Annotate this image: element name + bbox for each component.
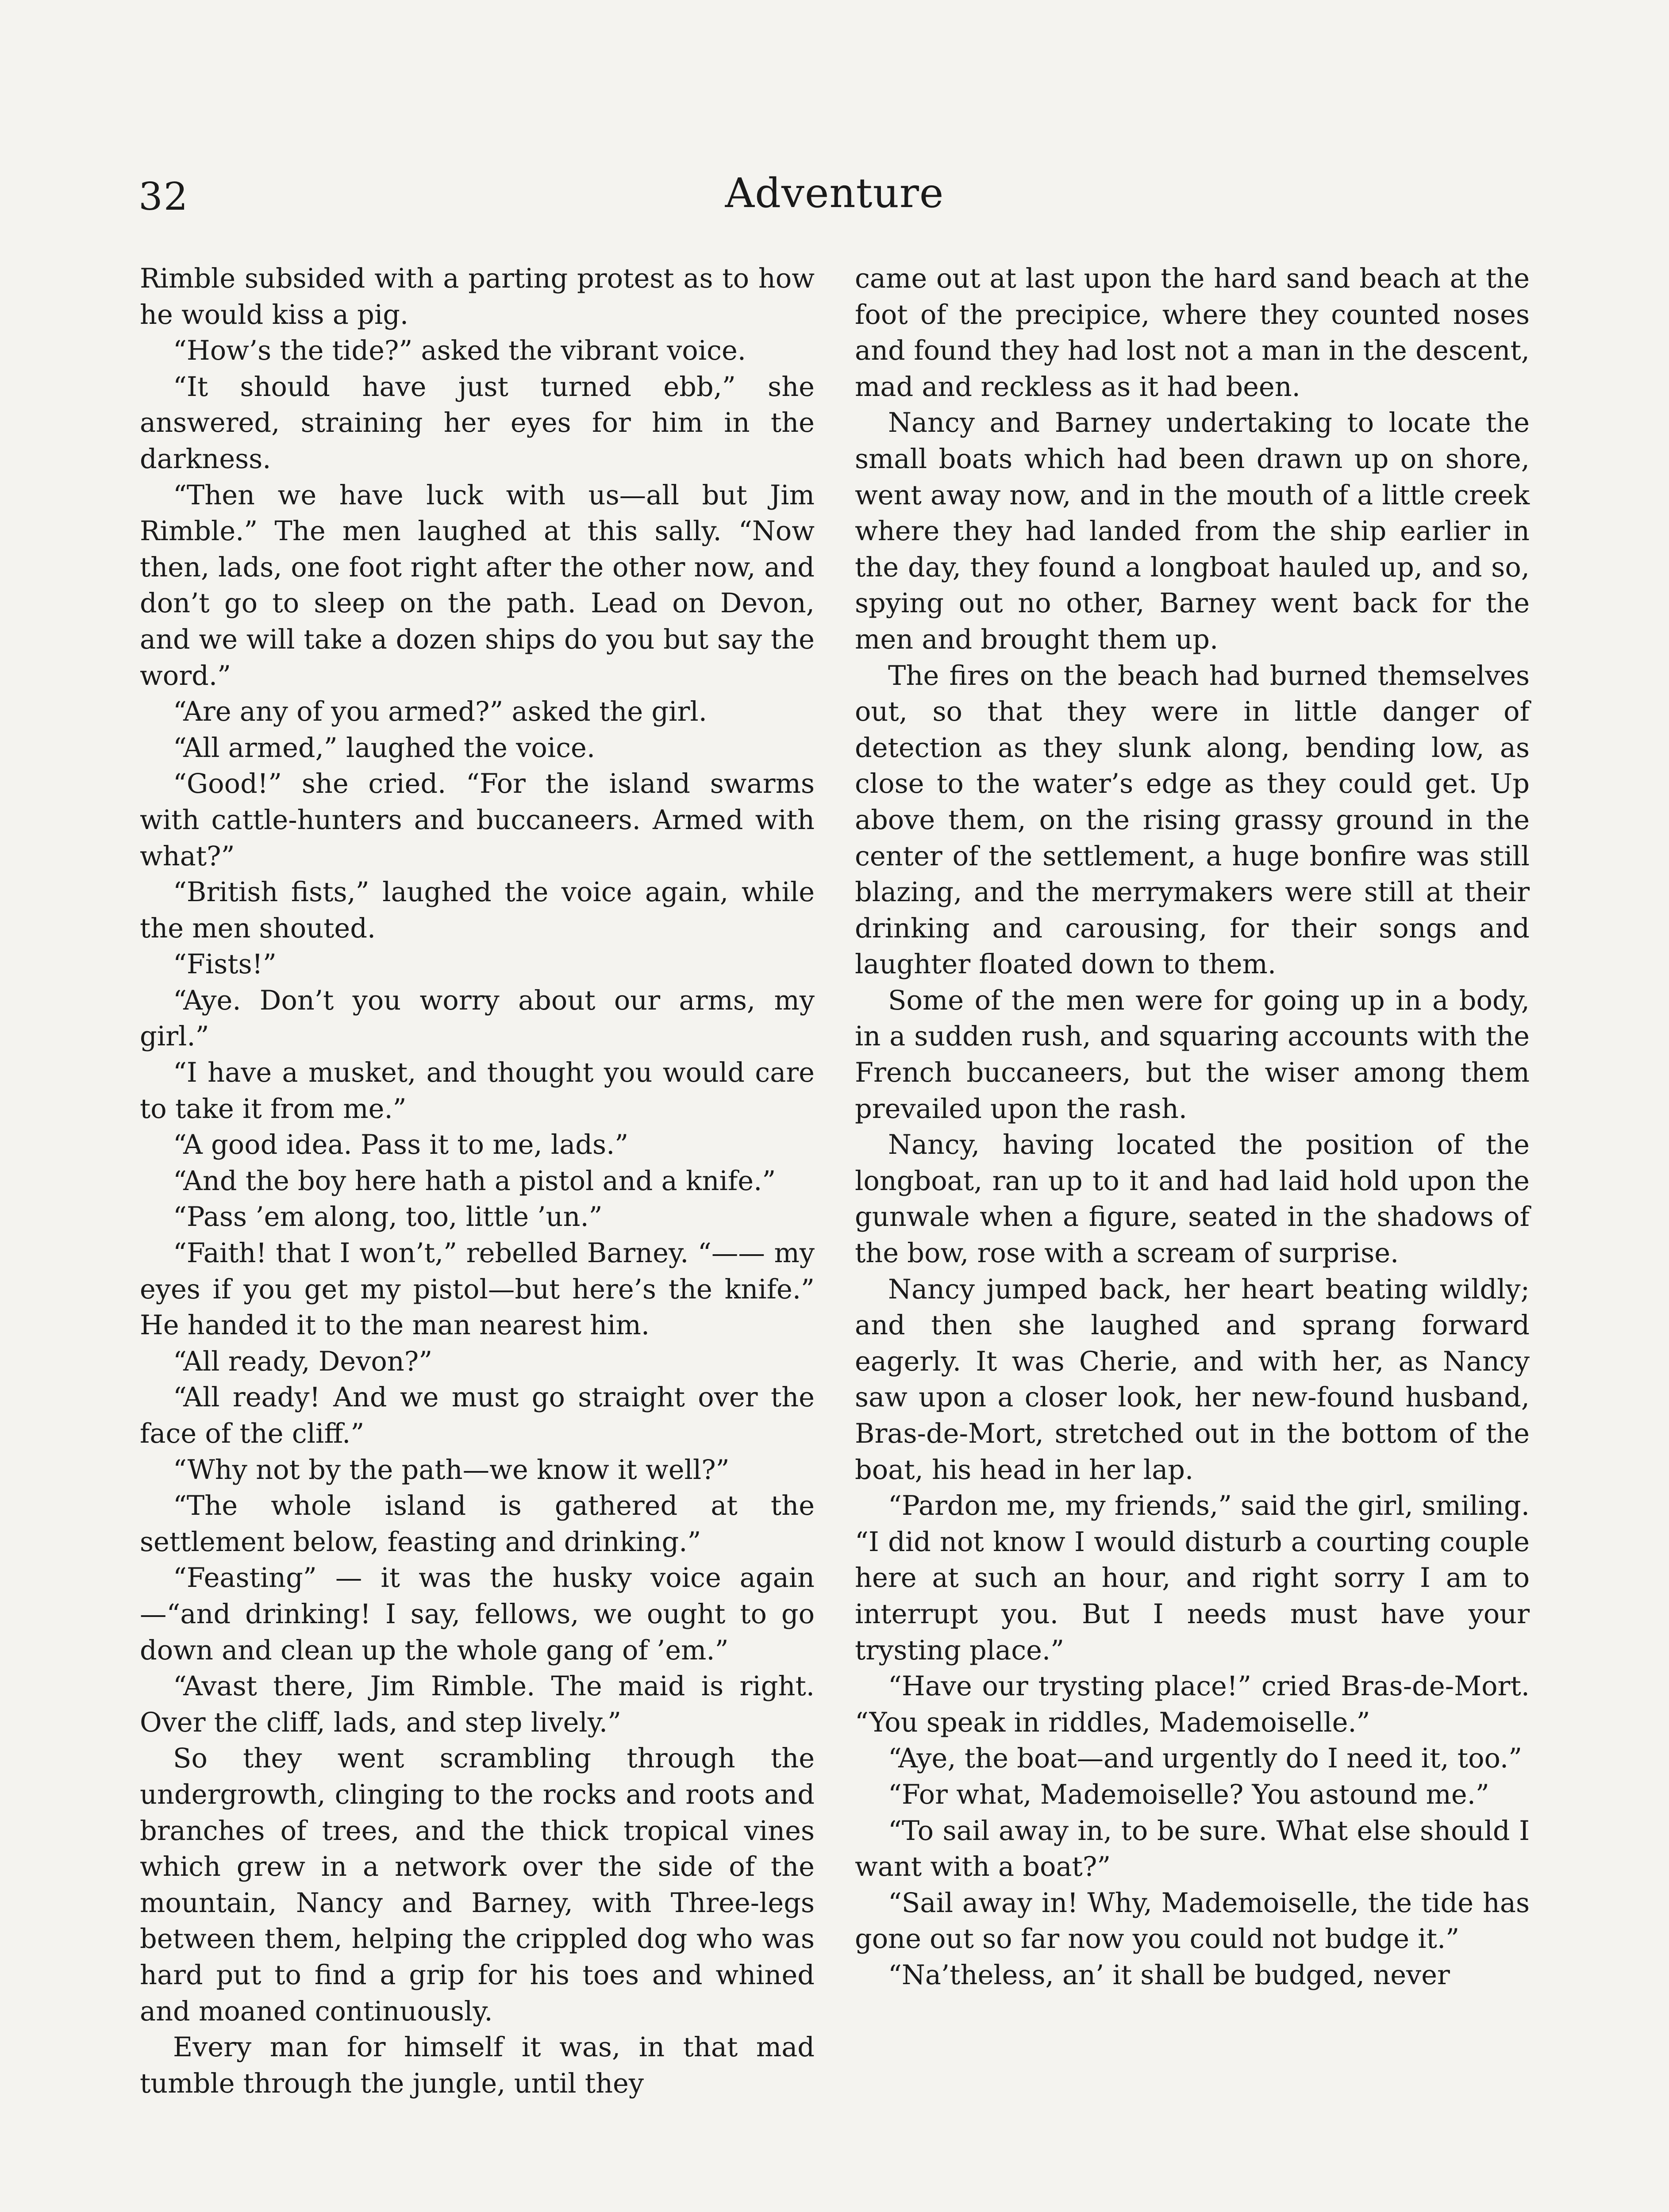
paragraph: “And the boy here hath a pistol and a knife.” xyxy=(173,1165,776,1197)
paragraph: “Good!” she cried. “For the island swarms with cattle-hunters and buccaneers. Armed with what?” xyxy=(140,768,815,872)
paragraph: “Na’theless, an’ it shall be budged, never xyxy=(888,1959,1450,1991)
paragraph: “I have a musket, and thought you would care to take it from me.” xyxy=(140,1057,815,1125)
paragraph: Every man for himself it was, in that mad tumble through the jungle, until they xyxy=(140,2032,815,2099)
paragraph: Rimble subsided with a parting protest as to how he would kiss a pig. xyxy=(140,263,815,330)
paragraph: “For what, Mademoiselle? You astound me.” xyxy=(888,1779,1489,1810)
paragraph: “The whole island is gathered at the settlement below, feasting and drinking.” xyxy=(140,1490,815,1558)
right-column xyxy=(855,261,1530,1994)
paragraph: “Are any of you armed?” asked the girl. xyxy=(173,696,707,728)
paragraph: “Faith! that I won’t,” rebelled Barney. “—— my eyes if you get my pistol—but here’s the knife.” He handed it to the man nearest him. xyxy=(140,1238,815,1341)
running-head: Adventure xyxy=(725,169,944,217)
paragraph: “Pardon me, my friends,” said the girl, smiling. “I did not know I would disturb a courting couple here at such an hour, and right sorry I am to interrupt you. But I needs must have your trysting place.” xyxy=(855,1490,1530,1666)
paragraph: “British fists,” laughed the voice again, while the men shouted. xyxy=(140,877,815,944)
paragraph: “Fists!” xyxy=(173,949,277,980)
paragraph: came out at last upon the hard sand beach at the foot of the precipice, where they counted noses and found they had lost not a man in the descent, mad and reckless as it had been. xyxy=(855,263,1530,403)
paragraph: The fires on the beach had burned themselves out, so that they were in little danger of detection as they slunk along, bending low, as close to the water’s edge as they could get. Up above them, on the rising grassy ground in the center of the settlement, a huge bonfire was still blazing, and the merrymakers were still at their drinking and carousing, for their songs and laughter floated down to them. xyxy=(855,660,1530,980)
paragraph: Nancy jumped back, her heart beating wildly; and then she laughed and sprang forward eagerly. It was Cherie, and with her, as Nancy saw upon a closer look, her new-found husband, Bras-de-Mort, stretched out in the bottom of the boat, his head in her lap. xyxy=(855,1274,1530,1486)
paragraph: “All armed,” laughed the voice. xyxy=(173,732,596,764)
paragraph: Some of the men were for going up in a body, in a sudden rush, and squaring accounts with the French buccaneers, but the wiser among them prevailed upon the rash. xyxy=(855,985,1530,1125)
paragraph: “A good idea. Pass it to me, lads.” xyxy=(173,1129,629,1161)
paragraph: “To sail away in, to be sure. What else should I want with a boat?” xyxy=(855,1815,1530,1883)
paragraph: Nancy and Barney undertaking to locate the small boats which had been drawn up on shore, went away now, and in the mouth of a little creek where they had landed from the ship earlier in the day, they found a longboat hauled up, and so, spying out no other, Barney went back for the men and brought them up. xyxy=(855,407,1530,655)
paragraph: “Avast there, Jim Rimble. The maid is right. Over the cliff, lads, and step lively.” xyxy=(140,1671,815,1738)
paragraph: Nancy, having located the position of the longboat, ran up to it and had laid hold upon the gunwale when a figure, seated in the shadows of the bow, rose with a scream of surprise. xyxy=(855,1129,1530,1269)
paragraph: “All ready, Devon?” xyxy=(173,1346,433,1377)
paragraph: “Sail away in! Why, Mademoiselle, the tide has gone out so far now you could not budge it.” xyxy=(855,1887,1530,1955)
paragraph: So they went scrambling through the undergrowth, clinging to the rocks and roots and branches of trees, and the thick tropical vines which grew in a network over the side of the mountain, Nancy and Barney, with Three-legs between them, helping the crippled dog who was hard put to find a grip for his toes and whined and moaned continuously. xyxy=(140,1743,815,2027)
paragraph: “How’s the tide?” asked the vibrant voice. xyxy=(173,335,746,367)
paragraph: “All ready! And we must go straight over the face of the cliff.” xyxy=(140,1382,815,1449)
paragraph: “Have our trysting place!” cried Bras-de-Mort. “You speak in riddles, Mademoiselle.” xyxy=(855,1671,1530,1738)
paragraph: “It should have just turned ebb,” she answered, straining her eyes for him in the darkness. xyxy=(140,371,815,475)
paragraph: “Why not by the path—we know it well?” xyxy=(173,1454,730,1486)
paragraph: “Pass ’em along, too, little ’un.” xyxy=(173,1202,603,1233)
page-number: 32 xyxy=(138,175,189,219)
paragraph: “Then we have luck with us—all but Jim Rimble.” The men laughed at this sally. “Now then, lads, one foot right after the other now, and don’t go to sleep on the path. Lead on Devon, and we will take a dozen ships do you but say the word.” xyxy=(140,480,815,691)
paragraph: “Aye. Don’t you worry about our arms, my girl.” xyxy=(140,985,815,1052)
left-column xyxy=(140,261,815,2102)
paragraph: “Feasting” — it was the husky voice again—“and drinking! I say, fellows, we ought to go down and clean up the whole gang of ’em.” xyxy=(140,1563,815,1666)
paragraph: “Aye, the boat—and urgently do I need it, too.” xyxy=(888,1743,1523,1774)
